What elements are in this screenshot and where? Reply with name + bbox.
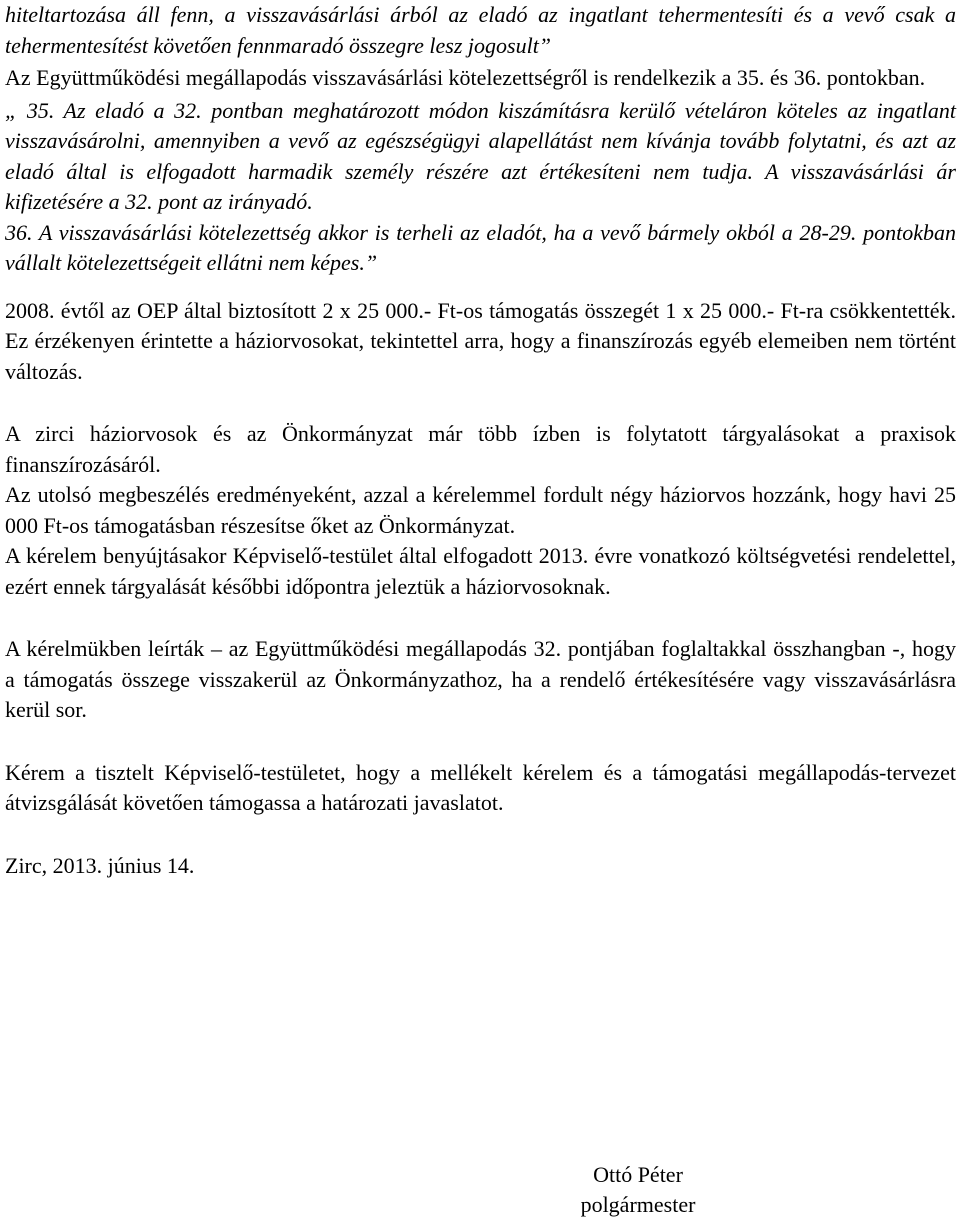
paragraph-budget: A kérelem benyújtásakor Képviselő-testület által elfogadott 2013. évre vonatkozó költségvetési rendelettel, ezért ennek tárgyalását későbbi időpontra jeleztük a háziorvosoknak. xyxy=(5,543,956,599)
place-and-date: Zirc, 2013. június 14. xyxy=(5,852,195,878)
contract-quote-point-35: „ 35. Az eladó a 32. pontban meghatározott módon kiszámításra kerülő vételáron köteles az ingatlant visszavásárolni, amennyiben a vevő az egészségügyi alapellátást nem kívánja tovább folytatni, és azt az eladó által is elfogadott harmadik személy részére azt értékesíteni nem tudja. A visszavásárlási ár kifizetésére a 32. pont az irányadó. xyxy=(5,97,956,214)
signature-title: polgármester xyxy=(580,1192,696,1217)
paragraph-obligation-reference: Az Együttműködési megállapodás visszavásárlási kötelezettségről is rendelkezik a 35. és 36. pontokban. xyxy=(5,65,926,90)
document-page xyxy=(5,0,956,881)
paragraph-request-details: A kérelmükben leírták – az Együttműködési megállapodás 32. pontjában foglaltakkal összhangban -, hogy a támogatás összege visszakerül az Önkormányzathoz, ha a rendelő értékesítésére vagy visszavásárlásra kerül sor. xyxy=(5,636,956,722)
paragraph-proposal: Kérem a tisztelt Képviselő-testületet, hogy a mellékelt kérelem és a támogatási megállapodás-tervezet átvizsgálását követően támogassa a határozati javaslatot. xyxy=(5,759,956,815)
paragraph-last-meeting: Az utolsó megbeszélés eredményeként, azzal a kérelemmel fordult négy háziorvos hozzánk, hogy havi 25 000 Ft-os támogatásban részesítse őket az Önkormányzat. xyxy=(5,482,956,538)
paragraph-negotiations: A zirci háziorvosok és az Önkormányzat már több ízben is folytatott tárgyalásokat a praxisok finanszírozásáról. xyxy=(5,421,956,477)
contract-quote-point-36: 36. A visszavásárlási kötelezettség akkor is terheli az eladót, ha a vevő bármely okból a 28-29. pontokban vállalt kötelezettségeit ellátni nem képes.” xyxy=(5,219,956,275)
contract-quote-continuation: hiteltartozása áll fenn, a visszavásárlási árból az eladó az ingatlant tehermentesíti és a vevő csak a tehermentesítést követően fennmaradó összegre lesz jogosult” xyxy=(5,2,956,58)
signature-block xyxy=(563,1160,713,1220)
paragraph-oep-support: 2008. évtől az OEP által biztosított 2 x 25 000.- Ft-os támogatás összegét 1 x 25 000.- Ft-ra csökkentették. Ez érzékenyen érintette a háziorvosokat, tekintettel arra, hogy a finanszírozás egyéb elemeiben nem történt változás. xyxy=(5,297,956,384)
signature-name: Ottó Péter xyxy=(593,1162,683,1187)
